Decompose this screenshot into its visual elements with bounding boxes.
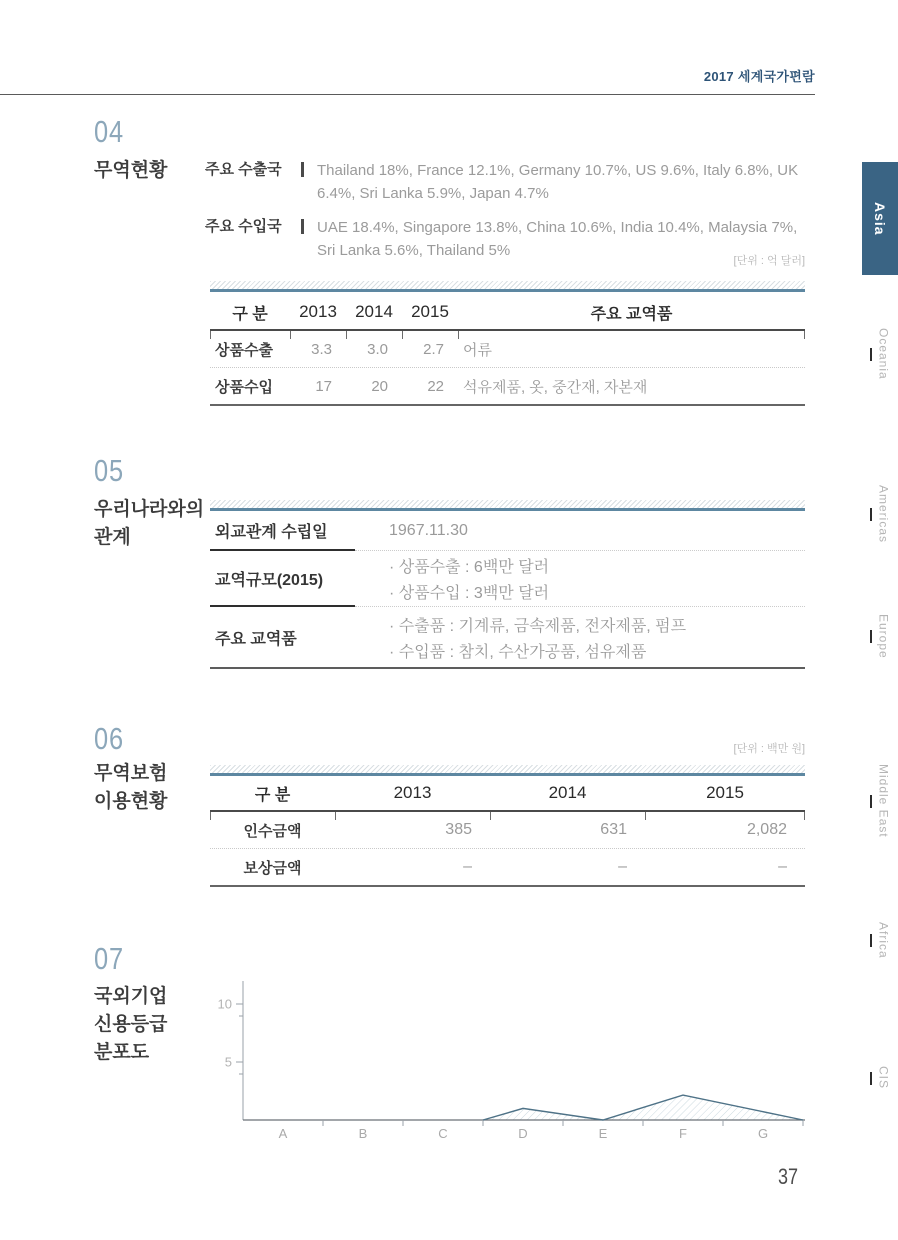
import-countries-text: UAE 18.4%, Singapore 13.8%, China 10.6%, India 10.4%, Malaysia 7%, Sri Lanka 5.6%, Thailand 5% (317, 219, 798, 259)
sidebar-tab-oceania[interactable] (862, 318, 898, 390)
tab-tick-mark (870, 630, 872, 643)
tab-tick-mark (870, 934, 872, 947)
row-value (355, 551, 805, 607)
column-header: 주요 교역품 (590, 305, 673, 323)
row-label: 주요 교역품 (210, 607, 355, 669)
table-top-band (210, 765, 805, 776)
relations-table (210, 511, 805, 669)
value-2013: 385 (335, 812, 490, 848)
value-2015: – (778, 858, 787, 875)
section-title-line: 우리나라와의 (94, 499, 205, 520)
svg-text:F: F (679, 1126, 687, 1141)
sidebar-tab-europe[interactable] (862, 602, 898, 670)
sidebar-tab-cis[interactable] (862, 1052, 898, 1104)
column-header: 2013 (393, 783, 432, 802)
sidebar-tab-asia[interactable] (862, 162, 898, 275)
x-axis-ticks (279, 1120, 803, 1141)
value-line: · 수입품 : 참치, 수산가공품, 섬유제품 (389, 643, 647, 661)
unit-label-insurance-table: [단위 : 백만 원] (733, 743, 805, 755)
column-header: 2014 (548, 783, 587, 802)
section-title-line: 분포도 (94, 1042, 150, 1063)
row-label: 보상금액 (243, 859, 302, 877)
table-row (210, 551, 805, 607)
row-label: 인수금액 (210, 812, 335, 848)
export-countries-row (205, 159, 807, 205)
separator-bar (301, 219, 304, 234)
tab-tick-mark (870, 348, 872, 361)
column-header: 2013 (299, 302, 337, 321)
page-header-title: 2017 세계국가편람 (703, 69, 815, 84)
sidebar-tab-label: Middle East (876, 764, 891, 838)
value-2013: – (463, 858, 472, 875)
row-value (355, 607, 805, 669)
sidebar-tab-label: Europe (876, 613, 891, 659)
table-row (210, 812, 805, 849)
sidebar-tab-label: Africa (876, 921, 891, 959)
sidebar-tab-africa[interactable] (862, 902, 898, 978)
section-title-line: 국외기업 (94, 986, 168, 1007)
trade-table-header-row (210, 295, 805, 331)
row-value (355, 511, 805, 551)
svg-text:D: D (518, 1126, 528, 1141)
section-title-line: 이용현황 (94, 791, 168, 812)
table-row (210, 331, 805, 368)
tab-tick-mark (870, 1072, 872, 1085)
section-title-trade-status: 무역현황 (94, 160, 168, 181)
insurance-table-header-row (210, 776, 805, 812)
trade-table (210, 295, 805, 406)
column-header: 2015 (411, 302, 449, 321)
unit-label-trade-table: [단위 : 억 달러] (733, 255, 805, 267)
table-top-band (210, 500, 805, 511)
value-line: · 상품수출 : 6백만 달러 (389, 559, 550, 576)
credit-rating-chart-wrap (205, 975, 805, 1150)
section-number-04: 04 (94, 114, 124, 149)
sidebar-tab-americas[interactable] (862, 472, 898, 556)
sidebar-tab-label: Americas (876, 484, 891, 543)
section-title-credit-rating (94, 983, 167, 1067)
value-line: · 상품수입 : 3백만 달러 (389, 585, 550, 602)
tab-tick-mark (870, 795, 872, 808)
header-rule (0, 94, 815, 95)
section-title-relations (94, 496, 204, 552)
row-label: 외교관계 수립일 (210, 511, 355, 551)
trade-items: 어류 (458, 331, 805, 367)
value-2014: – (618, 858, 627, 875)
export-countries-label: 주요 수출국 (205, 161, 282, 178)
row-label: 상품수입 (215, 378, 273, 396)
section-title-line: 무역보험 (94, 763, 168, 784)
value-2014: 20 (371, 377, 388, 395)
value-2015: 2,082 (645, 812, 805, 848)
sidebar-tab-label: Oceania (876, 328, 891, 380)
value-2014: 3.0 (346, 331, 402, 367)
tab-tick-mark (870, 508, 872, 521)
svg-text:5: 5 (224, 1054, 232, 1070)
svg-text:E: E (598, 1126, 608, 1141)
table-row (210, 368, 805, 406)
value-2014: 631 (490, 812, 645, 848)
svg-text:B: B (358, 1126, 368, 1141)
value-2013: 17 (315, 377, 332, 395)
row-label: 상품수출 (210, 331, 290, 367)
trade-items: 석유제품, 옷, 중간재, 자본재 (463, 378, 648, 396)
credit-rating-chart (205, 975, 805, 1145)
column-header: 구 분 (232, 305, 268, 323)
table-row (210, 511, 805, 551)
svg-text:C: C (438, 1126, 448, 1141)
section-number-06: 06 (94, 721, 124, 756)
column-header: 2014 (355, 302, 393, 321)
section-title-line: 신용등급 (94, 1014, 168, 1035)
table-row (210, 607, 805, 669)
import-countries-label: 주요 수입국 (205, 218, 282, 235)
svg-text:G: G (757, 1126, 769, 1141)
table-top-band (210, 281, 805, 292)
sidebar-tab-label: CIS (876, 1066, 891, 1090)
svg-text:10: 10 (217, 996, 232, 1012)
sidebar-tab-middle-east[interactable] (862, 752, 898, 850)
svg-text:A: A (278, 1126, 288, 1141)
section-number-07: 07 (94, 941, 124, 976)
separator-bar (301, 162, 304, 177)
y-axis-ticks (218, 997, 243, 1075)
value-2015: 2.7 (402, 331, 458, 367)
insurance-table (210, 776, 805, 887)
value-line: 1967.11.30 (389, 521, 468, 539)
table-row (210, 849, 805, 887)
section-title-insurance (94, 760, 167, 816)
value-2013: 3.3 (290, 331, 346, 367)
page-number: 37 (778, 1164, 799, 1189)
column-header: 2015 (706, 783, 744, 802)
export-countries-text: Thailand 18%, France 12.1%, Germany 10.7%, US 9.6%, Italy 6.8%, UK 6.4%, Sri Lanka 5.9%, Japan 4.7% (317, 162, 799, 202)
value-2015: 22 (427, 377, 444, 395)
row-label: 교역규모(2015) (210, 551, 355, 607)
value-line: · 수출품 : 기계류, 금속제품, 전자제품, 펌프 (389, 617, 687, 635)
column-header: 구 분 (254, 786, 291, 804)
section-title-line: 관계 (94, 527, 131, 548)
section-number-05: 05 (94, 453, 124, 488)
sidebar-tab-label: Asia (872, 201, 888, 236)
